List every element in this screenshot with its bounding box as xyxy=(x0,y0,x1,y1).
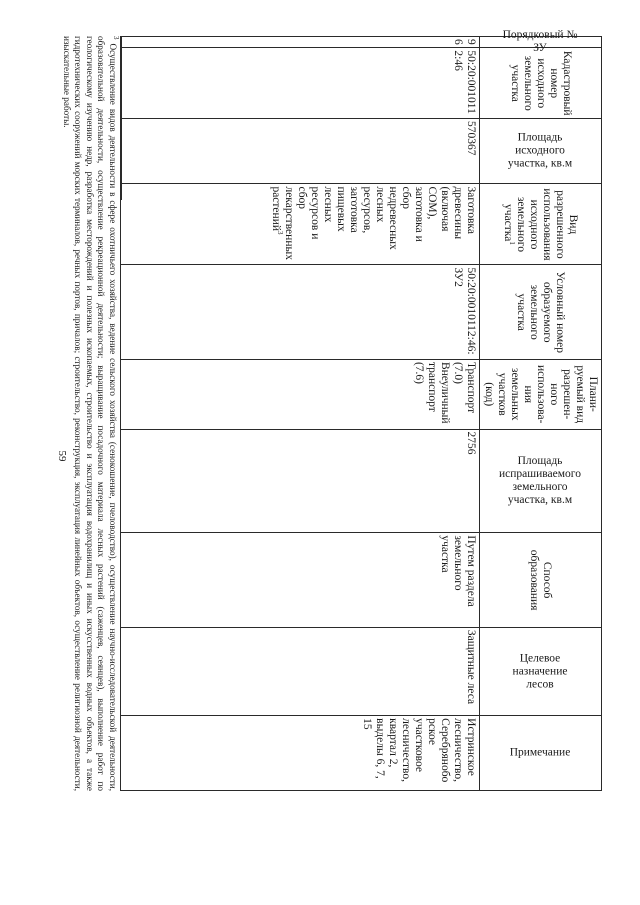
land-plot-table xyxy=(120,29,602,791)
cell-forest-purpose: Защитные леса xyxy=(121,627,480,715)
header-conditional-number: Условный номер образуемого земельного участка xyxy=(480,265,602,360)
cell-formation-method: Путем раздела земельного участка xyxy=(121,533,480,628)
table-row xyxy=(121,37,480,791)
footnote-text: Осуществление видов деятельности в сфере охотничьего хозяйства, ведение сельского хозяйства (сенокошение, пчеловодство), осуществление научно-исследовательской деятельности, образовательной деятельности, осуществление рекреационной деятельности; выращивание посадочного материала лесных растений (саженцев, сеянцев), выполнение работ по геологическому изучению недр, разработка месторождений и полезных ископаемых, строительство и эксплуатация водохранилищ и иных искусственных водных объектов, а также гидротехнических сооружений морских терминалов, речных портов, причалов; строительство, реконструкция, эксплуатация линейных объектов, осуществление религиозной деятельности, изыскательные работы. xyxy=(62,36,118,791)
cell-requested-area: 2756 xyxy=(121,429,480,533)
header-cadastral-number: Кадастровый номер исходного земельного участка xyxy=(480,48,602,119)
cell-note: Истринское лесничество, Серебряноборское участковое лесничество, квартал 2, выделы 6, 7, 15 xyxy=(121,716,480,791)
table-header-row xyxy=(480,37,602,791)
cell-permitted-use: Заготовка древесины (включая СОМ), заготовка и сбор недревесных лесных ресурсов, заготовка пищевых лесных ресурсов и сбор лекарственных растений$^3$ xyxy=(121,184,480,265)
planned-use-offstreet-transport: Внеуличный транспорт (7.6) xyxy=(413,361,451,424)
footnote-marker: 3 xyxy=(112,36,121,40)
cell-source-area: 570367 xyxy=(121,119,480,184)
header-plot-number: Порядковый № ЗУ xyxy=(480,37,602,48)
rotated-page-content xyxy=(37,29,602,891)
cell-cadastral-number: 50:20:0010112:46 xyxy=(121,48,480,119)
header-forest-purpose: Целевое назначение лесов xyxy=(480,627,602,715)
cell-conditional-number: 50:20:0010112:46:ЗУ2 xyxy=(121,265,480,360)
cell-plot-number: 96 xyxy=(121,37,480,48)
footnote xyxy=(61,36,119,791)
header-note: Примечание xyxy=(480,716,602,791)
header-formation-method: Способ образования xyxy=(480,533,602,628)
header-source-area: Площадь исходного участка, кв.м xyxy=(480,119,602,184)
footnote-separator xyxy=(121,36,122,200)
cell-planned-use xyxy=(121,359,480,429)
planned-use-transport: Транспорт (7.0) xyxy=(452,361,477,414)
header-planned-use: Плани-руемый вид разрешен-ного использова-ния земельных участков (код) xyxy=(480,359,602,429)
page-number: 59 xyxy=(56,450,68,462)
header-permitted-use: Вид разрешенного использования исходного земельного участка$^1$ xyxy=(480,184,602,265)
header-requested-area: Площадь испрашиваемого земельного участка, кв.м xyxy=(480,429,602,533)
